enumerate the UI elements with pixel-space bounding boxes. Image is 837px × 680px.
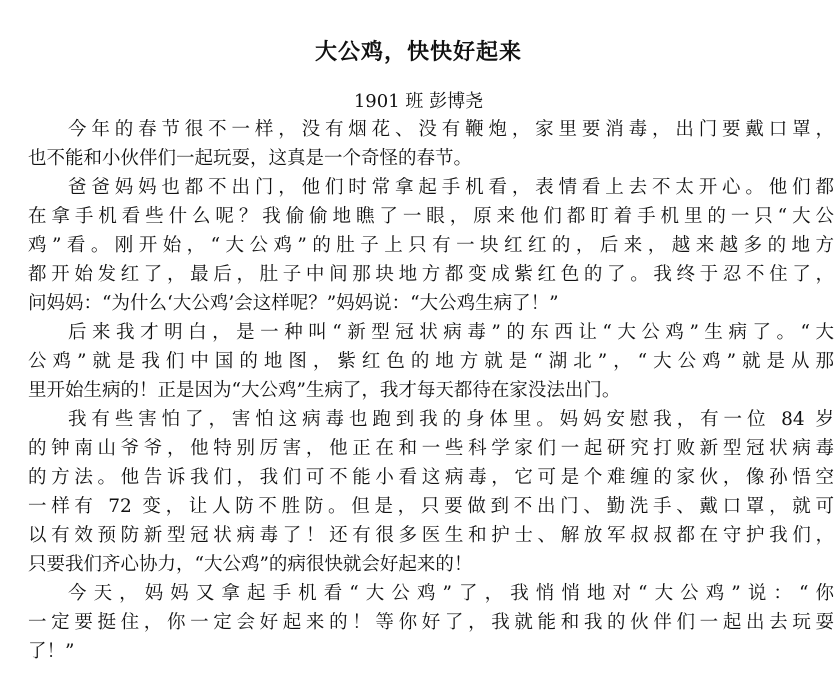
text-line: 的方法。他告诉我们，我们可不能小看这病毒，它可是个难缠的家伙，像孙悟空 — [28, 467, 834, 488]
text-line: 问妈妈：“为什么‘大公鸡’会这样呢？”妈妈说：“大公鸡生病了！” — [28, 293, 559, 314]
text-line: 后来我才明白，是一种叫“新型冠状病毒”的东西让“大公鸡”生病了。“大 — [68, 322, 834, 343]
text-line: 里开始生病的！正是因为“大公鸡”生病了，我才每天都待在家没法出门。 — [28, 380, 621, 401]
author-byline: 1901 班 彭博尧 — [353, 91, 484, 112]
text-line: 了！” — [28, 641, 75, 662]
text-line: 也不能和小伙伴们一起玩耍，这真是一个奇怪的春节。 — [28, 148, 473, 169]
text-line: 公鸡”就是我们中国的地图，紫红色的地方就是“湖北”，“大公鸡”就是从那 — [28, 351, 834, 372]
text-line: 以有效预防新型冠状病毒了！还有很多医生和护士、解放军叔叔都在守护我们， — [28, 525, 834, 546]
text-line: 一样有 72 变，让人防不胜防。但是，只要做到不出门、勤洗手、戴口罩，就可 — [28, 496, 834, 517]
text-line: 今年的春节很不一样，没有烟花、没有鞭炮，家里要消毒，出门要戴口罩， — [68, 119, 834, 140]
essay-title: 大公鸡，快快好起来 — [314, 40, 522, 65]
text-line: 一定要挺住，你一定会好起来的！等你好了，我就能和我的伙伴们一起出去玩耍 — [28, 612, 834, 633]
text-line: 爸爸妈妈也都不出门，他们时常拿起手机看，表情看上去不太开心。他们都 — [68, 177, 834, 198]
text-line: 鸡”看。刚开始，“大公鸡”的肚子上只有一块红红的，后来，越来越多的地方 — [28, 235, 834, 256]
text-line: 的钟南山爷爷，他特别厉害，他正在和一些科学家们一起研究打败新型冠状病毒 — [28, 438, 834, 459]
text-line: 我有些害怕了，害怕这病毒也跑到我的身体里。妈妈安慰我，有一位 84 岁 — [68, 409, 834, 430]
text-line: 今天，妈妈又拿起手机看“大公鸡”了，我悄悄地对“大公鸡”说：“你 — [68, 583, 834, 604]
text-line: 在拿手机看些什么呢？我偷偷地瞧了一眼，原来他们都盯着手机里的一只“大公 — [28, 206, 834, 227]
text-line: 只要我们齐心协力，“大公鸡”的病很快就会好起来的！ — [28, 554, 473, 575]
text-line: 都开始发红了，最后，肚子中间那块地方都变成紫红色的了。我终于忍不住了， — [28, 264, 834, 285]
